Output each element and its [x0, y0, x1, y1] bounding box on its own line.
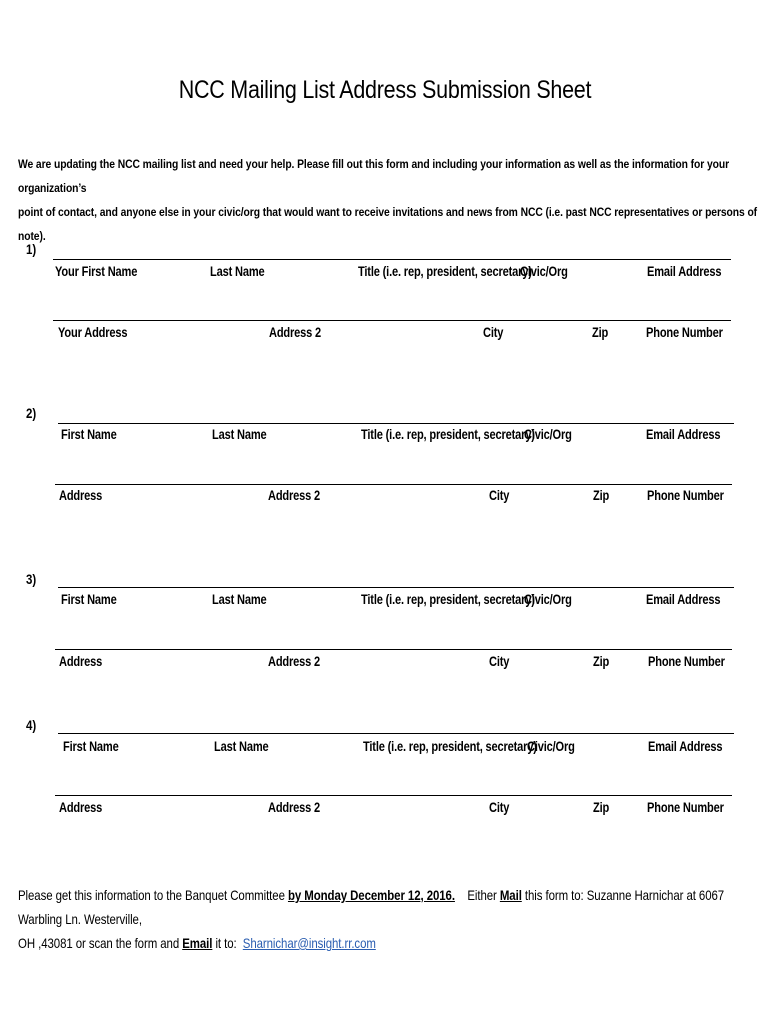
submission-instructions	[18, 884, 765, 956]
phone-number-label: Phone Number	[646, 325, 723, 340]
city-label: City	[489, 800, 510, 815]
instructions-line-1: We are updating the NCC mailing list and need your help. Please fill out this form and including your information as well as the information for your organization’s	[18, 157, 730, 195]
email-keyword: Email	[182, 936, 213, 951]
phone-number-label: Phone Number	[647, 800, 724, 815]
footer-line-1	[18, 884, 765, 932]
entry-number: 3)	[26, 572, 37, 587]
last-name-label: Last Name	[212, 592, 267, 607]
footer-line-2	[18, 932, 765, 956]
footer-text: Either	[454, 888, 500, 903]
page-title: NCC Mailing List Address Submission Sheet	[178, 76, 592, 104]
address-label: Address	[59, 654, 103, 669]
entry-number: 2)	[26, 406, 37, 421]
email-link[interactable]: Sharnichar@insight.rr.com	[242, 936, 376, 951]
title-label: Title (i.e. rep, president, secretary)	[358, 264, 532, 279]
address-label: Address	[59, 800, 103, 815]
deadline-text: by Monday December 12, 2016.	[287, 888, 455, 903]
email-address-label: Email Address	[646, 427, 721, 442]
title-label: Title (i.e. rep, president, secretary)	[361, 427, 535, 442]
first-name-label: Your First Name	[55, 264, 138, 279]
footer-text: it to:	[212, 936, 243, 951]
civic-org-label: Civic/Org	[527, 739, 575, 754]
entry-4-line-1[interactable]	[58, 733, 734, 734]
civic-org-label: Civic/Org	[524, 427, 572, 442]
entry-2-line-1[interactable]	[58, 423, 734, 424]
entry-4-line-2[interactable]	[55, 795, 732, 796]
entry-number: 1)	[26, 242, 37, 257]
phone-number-label: Phone Number	[647, 488, 724, 503]
footer-text: OH ,43081 or scan the form and	[18, 936, 183, 951]
first-name-label: First Name	[61, 427, 117, 442]
entry-number: 4)	[26, 718, 37, 733]
city-label: City	[489, 654, 510, 669]
entry-3-line-1[interactable]	[58, 587, 734, 588]
email-address-label: Email Address	[648, 739, 723, 754]
first-name-label: First Name	[63, 739, 119, 754]
last-name-label: Last Name	[210, 264, 265, 279]
city-label: City	[483, 325, 504, 340]
title-label: Title (i.e. rep, president, secretary)	[363, 739, 537, 754]
civic-org-label: Civic/Org	[524, 592, 572, 607]
mail-keyword: Mail	[499, 888, 522, 903]
phone-number-label: Phone Number	[648, 654, 725, 669]
address-2-label: Address 2	[268, 800, 321, 815]
footer-text: this form to: Suzanne Harnichar at 6067 Warbling Ln. Westerville,	[18, 888, 725, 927]
entry-1-line-1[interactable]	[53, 259, 731, 260]
entry-1-line-2[interactable]	[53, 320, 731, 321]
footer-text: Please get this information to the Banquet Committee	[18, 888, 288, 903]
instructions-paragraph	[18, 152, 757, 248]
zip-label: Zip	[592, 325, 609, 340]
email-address-label: Email Address	[646, 592, 721, 607]
title-label: Title (i.e. rep, president, secretary)	[361, 592, 535, 607]
last-name-label: Last Name	[212, 427, 267, 442]
address-2-label: Address 2	[268, 488, 321, 503]
address-2-label: Address 2	[268, 654, 321, 669]
entry-3-line-2[interactable]	[55, 649, 732, 650]
zip-label: Zip	[593, 800, 610, 815]
address-2-label: Address 2	[269, 325, 322, 340]
email-address-label: Email Address	[647, 264, 722, 279]
address-label: Your Address	[58, 325, 128, 340]
zip-label: Zip	[593, 488, 610, 503]
civic-org-label: Civic/Org	[520, 264, 568, 279]
instructions-line-2: point of contact, and anyone else in your civic/org that would want to receive invitations and news from NCC (i.e. past NCC representatives or persons of note).	[18, 205, 758, 243]
first-name-label: First Name	[61, 592, 117, 607]
address-label: Address	[59, 488, 103, 503]
last-name-label: Last Name	[214, 739, 269, 754]
city-label: City	[489, 488, 510, 503]
zip-label: Zip	[593, 654, 610, 669]
entry-2-line-2[interactable]	[55, 484, 732, 485]
